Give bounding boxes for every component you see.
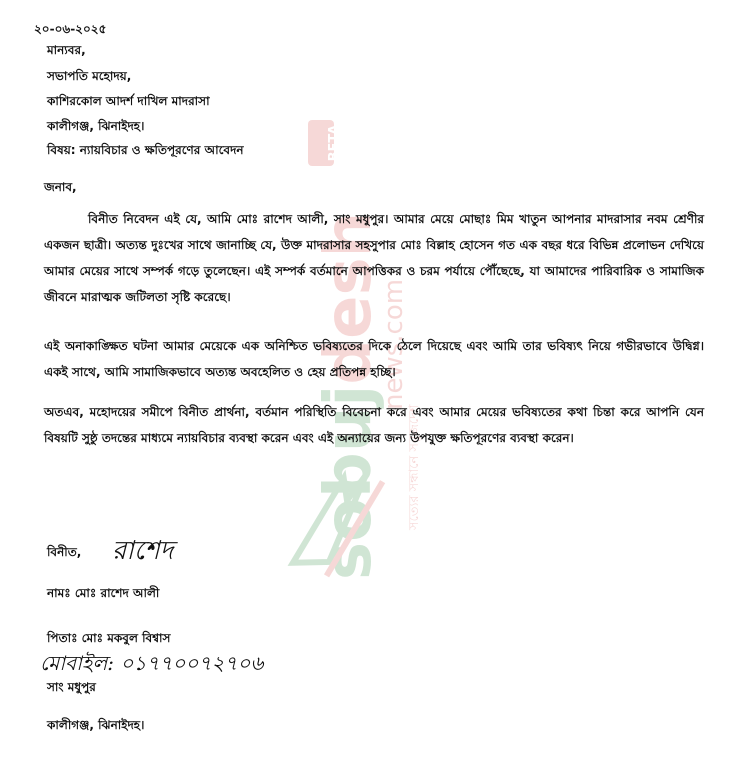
sender-mobile: মোবাইল: ০১৭৭০০৭২৭০৬ [40,651,264,675]
closing: বিনীত, [47,545,82,559]
body-paragraph-2: এই অনাকাঙ্ক্ষিত ঘটনা আমার মেয়েকে এক অনিশ্চিত ভবিষ্যতের দিকে ঠেলে দিয়েছে এবং আমি তার ভবিষ্যৎ নিয়ে গভীরভাবে উদ্বিগ্ন। একই সাথে, আমি সামাজিকভাবে অত্যন্ত অবহেলিত ও হেয় প্রতিপন্ন হচ্ছি। [44,339,704,379]
body-paragraph-1: বিনীত নিবেদন এই যে, আমি মোঃ রাশেদ আলী, সাং মধুপুর। আমার মেয়ে মোছাঃ মিম খাতুন আপনার মাদরাসার নবম শ্রেণীর একজন ছাত্রী। অত্যন্ত দুঃখের সাথে জানাচ্ছি যে, উক্ত মাদরাসার সহসুপার মোঃ বিল্লাহ হোসেন গত এক বছর ধরে বিভিন্ন প্রলোভন দেখিয়ে আমার মেয়ের সাথে সম্পর্ক গড়ে তুলেছেন। এই সম্পর্ক বর্তমানে আপত্তিকর ও চরম পর্যায়ে পৌঁছেছে, যা আমাদের পারিবারিক ও সামাজিক জীবনে মারাত্মক জটিলতা সৃষ্টি করেছে। [44,212,704,304]
salutation-to: মান্যবর, [47,43,86,57]
sender-village: সাং মধুপুর [47,680,96,694]
svg-text:BETA: BETA [327,124,342,162]
svg-text:news.com: news.com [379,278,409,410]
body-paragraph-3: অতএব, মহোদয়ের সমীপে বিনীত প্রার্থনা, বর্তমান পরিস্থিতি বিবেচনা করে এবং আমার মেয়ের ভবিষ্যতের কথা চিন্তা করে আপনি যেন বিষয়টি সুষ্ঠু তদন্তের মাধ্যমে ন্যায়বিচার ব্যবস্থা করেন এবং এই অন্যায়ের জন্য উপযুক্ত ক্ষতিপূরণের ব্যবস্থা করেন। [44,405,704,445]
sender-name: নামঃ মোঃ রাশেদ আলী [47,586,160,600]
greeting: জনাব, [44,180,77,194]
recipient-title: সভাপতি মহোদয়, [47,69,132,83]
svg-text:সত্যের সন্ধানে সবুজদেশ: সত্যের সন্ধানে সবুজদেশ [407,404,422,530]
recipient-org: কাশিরকোল আদর্শ দাখিল মাদরাসা [47,94,210,108]
recipient-place: কালীগঞ্জ, ঝিনাইদহ। [47,119,145,133]
sender-father: পিতাঃ মোঃ মকবুল বিশ্বাস [47,631,171,645]
subject-line: বিষয়: ন্যায়বিচার ও ক্ষতিপূরণের আবেদন [47,143,244,157]
sender-address: কালীগঞ্জ, ঝিনাইদহ। [47,718,145,732]
signature: রাশেদ [112,536,174,566]
svg-text:sobujdesh: sobujdesh [312,211,386,580]
letter-date: ২০-০৬-২০২৫ [34,22,107,36]
